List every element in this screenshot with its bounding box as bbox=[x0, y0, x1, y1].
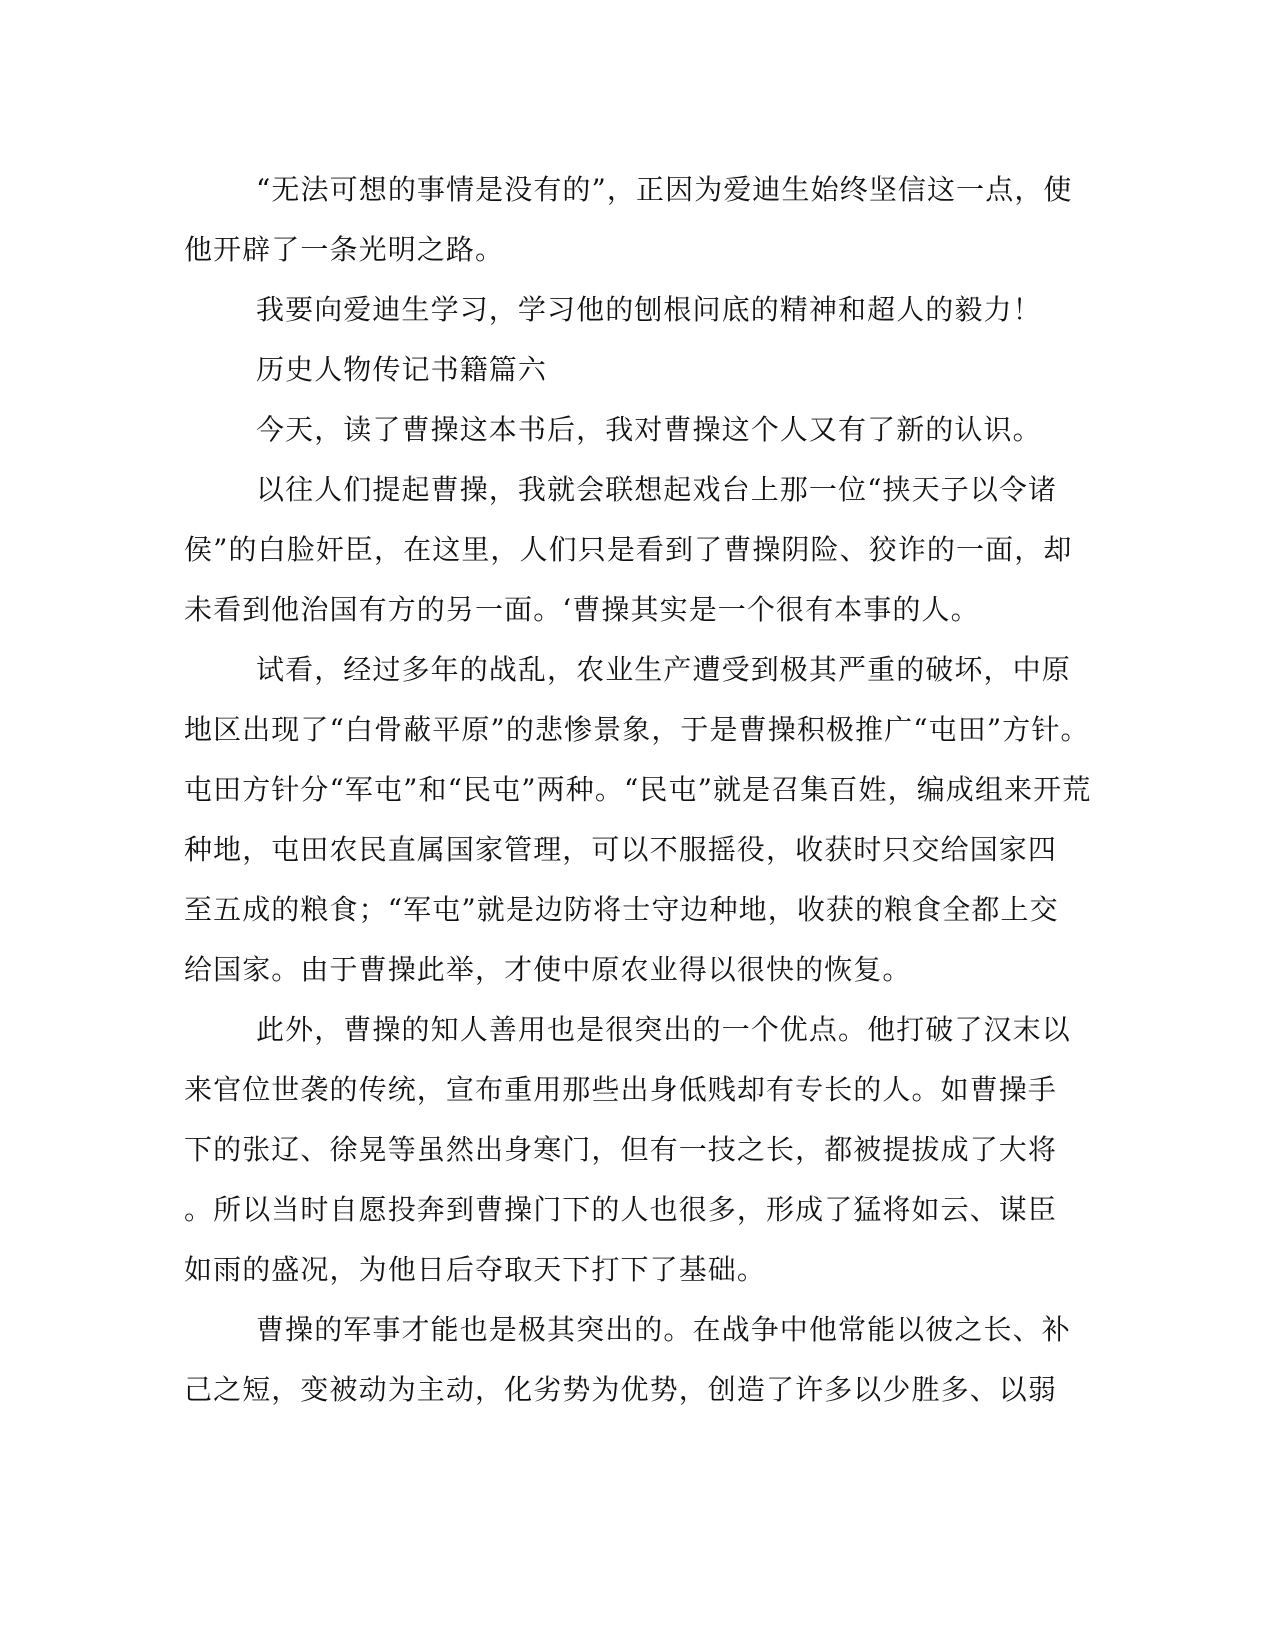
text-line: 他开辟了一条光明之路。 bbox=[184, 233, 505, 266]
document-body bbox=[184, 160, 1092, 1420]
text-line: “无法可想的事情是没有的”，正因为爱迪生始终坚信这一点，使 bbox=[256, 173, 1073, 206]
text-line: 以往人们提起曹操，我就会联想起戏台上那一位“挟天子以令诸 bbox=[256, 473, 1058, 506]
text-line: 我要向爱迪生学习，学习他的刨根问底的精神和超人的毅力！ bbox=[256, 293, 1042, 326]
text-line: 地区出现了“白骨蔽平原”的悲惨景象，于是曹操积极推广“屯田”方针。 bbox=[184, 713, 1090, 746]
text-line: 曹操的军事才能也是极其突出的。在战争中他常能以彼之长、补 bbox=[256, 1313, 1071, 1346]
text-line: 至五成的粮食；“军屯”就是边防将士守边种地，收获的粮食全都上交 bbox=[184, 893, 1059, 926]
section-heading: 历史人物传记书籍篇六 bbox=[256, 353, 548, 386]
text-line: 下的张辽、徐晃等虽然出身寒门，但有一技之长，都被提拔成了大将 bbox=[184, 1133, 1058, 1166]
text-line: 来官位世袭的传统，宣布重用那些出身低贱却有专长的人。如曹操手 bbox=[184, 1073, 1058, 1106]
text-line: 试看，经过多年的战乱，农业生产遭受到极其严重的破坏，中原 bbox=[256, 653, 1071, 686]
text-line: 。所以当时自愿投奔到曹操门下的人也很多，形成了猛将如云、谋臣 bbox=[184, 1193, 1058, 1226]
text-line: 屯田方针分“军屯”和“民屯”两种。“民屯”就是召集百姓，编成组来开荒 bbox=[184, 773, 1092, 806]
text-line: 给国家。由于曹操此举，才使中原农业得以很快的恢复。 bbox=[184, 953, 912, 986]
text-line: 种地，屯田农民直属国家管理，可以不服摇役，收获时只交给国家四 bbox=[184, 833, 1058, 866]
text-line: 今天，读了曹操这本书后，我对曹操这个人又有了新的认识。 bbox=[256, 413, 1042, 446]
text-line: 如雨的盛况，为他日后夺取天下打下了基础。 bbox=[184, 1253, 767, 1286]
text-line: 未看到他治国有方的另一面。‘曹操其实是一个很有本事的人。 bbox=[184, 593, 980, 626]
text-line: 此外，曹操的知人善用也是很突出的一个优点。他打破了汉末以 bbox=[256, 1013, 1071, 1046]
text-line: 己之短，变被动为主动，化劣势为优势，创造了许多以少胜多、以弱 bbox=[184, 1373, 1058, 1406]
text-line: 侯”的白脸奸臣，在这里，人们只是看到了曹操阴险、狡诈的一面，却 bbox=[184, 533, 1073, 566]
